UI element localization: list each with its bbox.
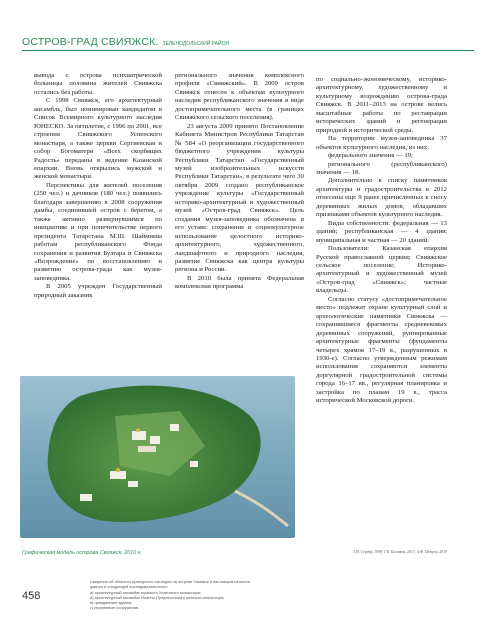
footnote-line: даются в следующей последовательности: bbox=[90, 584, 168, 590]
text-column-2 bbox=[175, 72, 304, 292]
paragraph: Виды собственности: федеральная — 13 зданий; республиканская — 4 здания; муниципальная и частная — 20 зданий. bbox=[316, 219, 447, 244]
paragraph: В 2005 учрежден Государственный природный заказник bbox=[34, 283, 162, 299]
island-model-image bbox=[20, 376, 295, 538]
paragraph: федерального значения — 19; bbox=[328, 152, 413, 160]
paragraph: Пользователи: Казанская епархия Русской православной церкви; Свияжское сельское поселение; Историко-архитектурный и художественный музей «Остров-град «Свияжск»; частные владельцы. bbox=[316, 245, 447, 295]
text-column-3 bbox=[316, 76, 447, 406]
header-title: ОСТРОВ-ГРАД СВИЯЖСК. bbox=[22, 36, 159, 48]
paragraph: Дополнительно к списку памятников архитектуры и градостроительства в 2012 отнесены еще 9 ранее причисленных к сносу деревянных жилых домов, обладавших признаками объектов культурного наследия. bbox=[316, 177, 447, 219]
footnote-line: г) утраченные сооружения. bbox=[90, 605, 139, 611]
paragraph: регионального значения комплексного профиля «Свияжский». В 2009 остров Свияжск отнесен к объектам культурного наследия республиканского значения в виде достопримечательного места (в границах Свияжского сельского поселения). bbox=[175, 72, 304, 122]
paragraph: В 2010 была принята Федеральная комплексная программа bbox=[175, 274, 304, 291]
paragraph: по социально-экономическому, историко-архитектурному, художественному и культурному возрождению острова-града Свияжск. В 2011–2013 на острове велись масштабные работы по реставрации исторических зданий и регенерации природной и исторической среды. bbox=[316, 76, 447, 134]
footnote-line: б) архитектурный ансамбль Иоанно-Предтеченского женского монастыря; bbox=[90, 594, 225, 600]
image-credit: Г.Н. Серебр, 1998; Г.Е. Балотов, 2013; А.Ф. Петров, 2019 bbox=[353, 550, 447, 554]
footnote bbox=[90, 579, 340, 611]
paragraph: На территории музея-заповедника 37 объектов культурного наследия, из них: bbox=[316, 135, 447, 151]
paragraph: регионального (республиканского) значения — 18. bbox=[316, 160, 447, 176]
paragraph: Согласно статусу «достопримечательное место» подлежат охране культурный слой и археологические памятники Свияжска — сохранившиеся фрагменты средневековых деревянных сооружений, руинированные архитектурные фрагменты (фундаменты четырех храмов 17–19 в., разрушенных в 1930-е). Согласно утвержденным режимам использования сохраняются элементы доргулярной градостроительной системы города 16–17 вв., регулярная планировка и застройка по планам 19 в., трасса исторической Московской дороги. bbox=[316, 295, 447, 405]
footnote-line: Сведения об объектах культурного наследия на острове Свияжск в настоящем каталоге bbox=[90, 579, 251, 584]
text-column-1 bbox=[34, 72, 162, 300]
paragraph: С 1998 Свияжск, его архитектурный ансамбль, был номинирован кандидатом в Список Всемирного культурного наследия ЮНЕСКО. За пятилетие, с 1996 по 2001, все строения Свияжского Успенского монастыря, а также церкви Сергиевская и собор Богоматери «Всех скорбящих Радость» переданы в ведение Казанской епархии. Вновь открылись мужской и женской монастыри. bbox=[34, 97, 162, 181]
header-subtitle: ЗЕЛЕНОДОЛЬСКИЙ РАЙОН bbox=[162, 41, 230, 47]
paragraph: вывода с острова психиатрической больницы половина жителей Свияжска остались без работы. bbox=[34, 72, 162, 96]
island-model-illustration bbox=[20, 376, 295, 538]
image-caption: Графическая модель острова Свияжск. 2010 г. bbox=[22, 550, 142, 556]
page-number: 458 bbox=[22, 590, 41, 602]
paragraph: 23 августа 2009 принято Постановление Кабинета Министров Республики Татарстан № 584 «О реорганизации государственного бюджетного учреждения культуры Республики Татарстан «Государственный музей изобразительных искусств Республики Татарстан», в результате чего 30 октября 2009 создано республиканское учреждение культуры «Государственный историко-архитектурный и художественный музей «Остров-град Свияжск». Цель создания музея-заповедника обозначена в его уставе: сохранение и социокультурное использование целостного историко-архитектурного, художественного, ландшафтного и природного наследия, развитие Свияжска как центра культуры региона и России. bbox=[175, 122, 304, 274]
page-header bbox=[22, 36, 474, 51]
paragraph: Перспективы для жителей поселения (250 чел.) и дачников (180 чел.) появились благодаря завершению в 2008 сооружения дамбы, соединившей остров с берегом, а также активно развернувшимся по инициативе и при попечительстве первого президента Татарстана М.Ш. Шаймиева работам республиканского Фонда сохранения и развития Булгара и Свияжска «Возрождение» по восстановлению и развитию острова-града как музея-заповедника. bbox=[34, 181, 162, 282]
footnote-line: а) архитектурный ансамбль мужского Успенского монастыря; bbox=[90, 589, 201, 595]
footnote-line: в) гражданские здания; bbox=[90, 600, 133, 606]
